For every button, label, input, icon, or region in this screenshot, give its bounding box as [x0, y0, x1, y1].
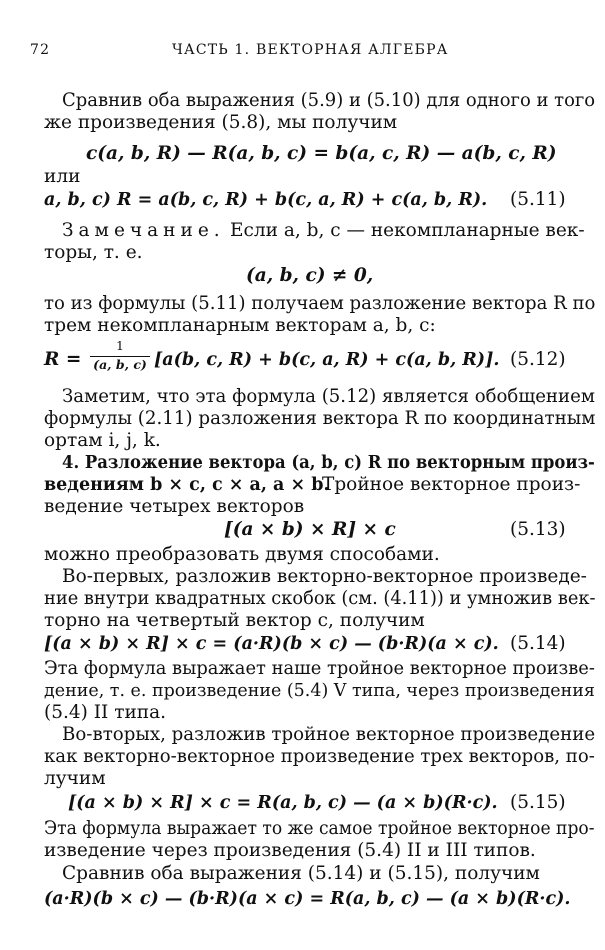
text-line: Во-вторых, разложив тройное векторное произведение — [62, 724, 596, 745]
text-line: трем некомпланарным векторам a, b, c: — [44, 315, 436, 336]
section-heading-cont: ведениям b × c, c × a, a × b. — [44, 475, 330, 495]
text-line: лучим — [44, 768, 106, 789]
equation: [(a × b) × R] × c = R(a, b, c) — (a × b)(R·c). — [68, 793, 498, 813]
equation: a, b, c) R = a(b, c, R) + b(c, a, R) + c(a, b, R). — [44, 190, 488, 210]
text-line: Во-первых, разложив векторно-векторное произведе- — [62, 566, 587, 587]
equation: c(a, b, R) — R(a, b, c) = b(a, c, R) — a(b, c, R) — [86, 143, 557, 164]
text-line: Сравнив оба выражения (5.14) и (5.15), получим — [62, 863, 540, 884]
text-line: то из формулы (5.11) получаем разложение вектора R по — [44, 293, 596, 314]
text-line: ортам i, j, k. — [44, 430, 161, 451]
text-line: (5.4) II типа. — [44, 702, 167, 723]
text-line: изведение через произведения (5.4) II и III типов. — [44, 840, 536, 861]
text-line: Эта формула выражает то же самое тройное векторное про- — [44, 818, 595, 839]
text-line: торы, т. е. — [44, 242, 143, 263]
text-line: как векторно-векторное произведение трех векторов, по- — [44, 746, 595, 767]
text-line: ние внутри квадратных скобок (см. (4.11)) и умножив век- — [44, 588, 596, 609]
equation: (a, b, c) ≠ 0, — [246, 265, 374, 286]
text-line: же произведения (5.8), мы получим — [44, 112, 398, 133]
equation-lhs: R = — [44, 349, 82, 370]
text-line: Заметим, что эта формула (5.12) является обобщением — [62, 386, 595, 407]
remark-label: Замечание. — [62, 220, 225, 241]
equation: (a·R)(b × c) — (b·R)(a × c) = R(a, b, c) — (a × b)(R·c). — [44, 889, 571, 909]
text-line: Эта формула выражает наше тройное векторное произве- — [44, 658, 595, 679]
text-line: ведение четырех векторов — [44, 496, 305, 517]
equation-number: (5.11) — [510, 189, 566, 210]
equation-number: (5.13) — [510, 519, 566, 540]
fraction-numerator: 1 — [116, 338, 124, 353]
equation: [(a × b) × R] × c = (a·R)(b × c) — (b·R)(a × c). — [44, 634, 499, 654]
section-heading: 4. Разложение вектора (a, b, c) R по векторным произ- — [62, 453, 595, 473]
text-line: дение, т. е. произведение (5.4) V типа, через произведения — [44, 680, 595, 701]
text-line: торно на четвертый вектор c, получим — [44, 610, 425, 631]
text-line: Если a, b, c — некомпланарные век- — [230, 220, 585, 241]
equation-rhs: [a(b, c, R) + b(c, a, R) + c(a, b, R)]. — [154, 350, 500, 370]
page-number: 72 — [30, 42, 51, 58]
equation-number: (5.12) — [510, 349, 566, 370]
running-title: ЧАСТЬ 1. ВЕКТОРНАЯ АЛГЕБРА — [172, 42, 449, 58]
text-line: формулы (2.11) разложения вектора R по координатным — [44, 408, 596, 429]
text-line: можно преобразовать двумя способами. — [44, 544, 440, 565]
text-line: или — [44, 166, 81, 187]
equation-number: (5.15) — [510, 792, 566, 813]
fraction-denominator: (a, b, c) — [93, 357, 147, 372]
text-line: Тройное векторное произ- — [322, 474, 581, 495]
equation-number: (5.14) — [510, 633, 566, 654]
text-line: Сравнив оба выражения (5.9) и (5.10) для одного и того — [62, 90, 596, 111]
equation: [(a × b) × R] × c — [224, 519, 396, 540]
